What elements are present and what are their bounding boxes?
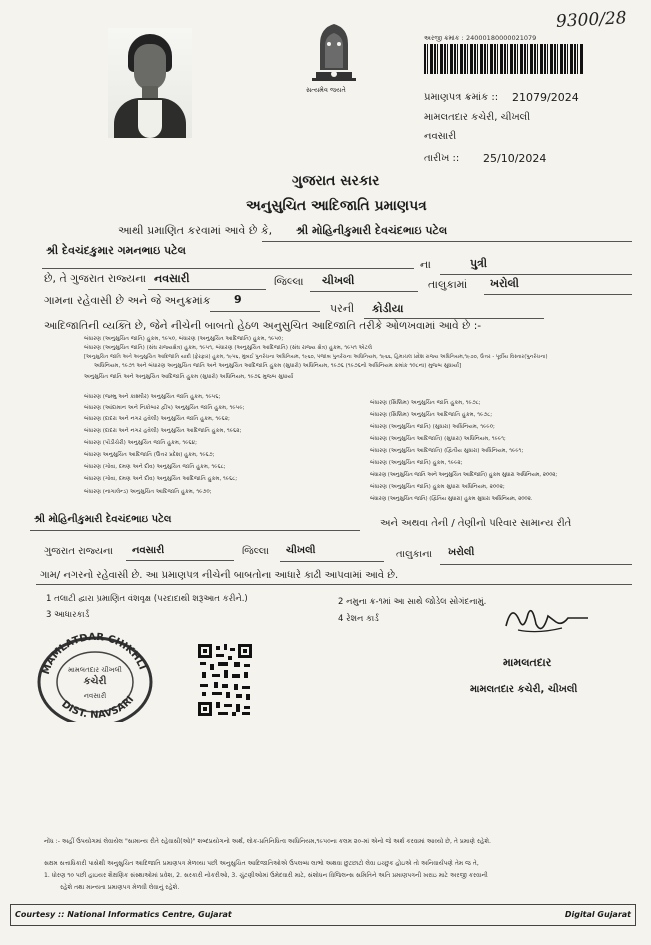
basis-item: 3 આધારકાર્ડ: [46, 610, 90, 620]
fineprint-left-item: બંધારણ (ગોવા, દમણ અને દીવ) અનુસુચિત આદિજાતિ હુકમ, ૧૯૬૮;: [84, 476, 238, 482]
serial-number: 9: [234, 293, 242, 306]
fineprint-left-item: બંધારણ (દાદરા અને નગર હવેલી) અનુસુચિત જાતિ હુકમ, ૧૯૬૨;: [84, 416, 230, 422]
issue-date: 25/10/2024: [483, 152, 547, 165]
fineprint-right-item: બંધારણ (અનુસુચિત જાતિ) (દ્વિતિય સુધારા) હુકમ સુધારા અધિનિયમ, ૨૦૦૨.: [370, 496, 533, 502]
stamp-inner-top: મામલતદાર ચીખલી: [68, 666, 122, 674]
signatory-office: મામલતદાર કચેરી, ચીખલી: [470, 684, 578, 695]
basis-item: 1 તલાટી દ્વારા પ્રમાણિત વંશવૃક્ષ (પરદાદાથી શરૂઆત કરીને.): [46, 594, 248, 604]
district-label: જિલ્લા: [274, 275, 304, 288]
taluka-label: તાલુકામાં: [428, 278, 468, 291]
office-district: નવસારી: [424, 131, 457, 142]
stamp-top-text: MAMLATDAR CHIKHLI: [40, 631, 148, 676]
fineprint-right-item: બંધારણ (અનુસુચિત જાતિ) હુકમ સુધારા અધિનિયમ, ૨૦૦૨;: [370, 484, 505, 490]
fineprint-right-item: બંધારણ (અનુસુચિત જાતિ) હુકમ, ૧૯૯૨;: [370, 460, 463, 466]
resident-text: ગામ/ નગરનો રહેવાસી છે. આ પ્રમાણપત્ર નીચેની બાબતોના આધારે કાઢી આપવામાં આવે છે.: [40, 570, 399, 581]
fineprint-left-item: બંધારણ (દાદરા અને નગર હવેલી) અનુસુચિત આદિજાતિ હુકમ, ૧૯૬૨;: [84, 428, 242, 434]
relation: પુત્રી: [470, 257, 488, 270]
fineprint-right-item: બંધારણ (સિક્કિમ) અનુસુચિત આદિજાતિ હુકમ, ૧૯૭૮;: [370, 412, 493, 418]
emblem-caption: સત્યમેવ જયતે: [306, 86, 346, 94]
family-text: અને અથવા તેની / તેણીનો પરિવાર સામાન્ય રીતે: [380, 518, 572, 529]
fineprint-line: બંધારણ (અનુસુચિત જાતિ) હુકમ, ૧૯૫૦, બંધારણ (અનુસુચિત આદિજાતિ) હુકમ, ૧૯૫૦;: [84, 336, 284, 342]
fineprint-left-item: બંધારણ અનુસુચિત આદિજાતિ (ઉત્તર પ્રદેશ) હુકમ, ૧૯૬૭;: [84, 452, 215, 458]
fineprint-right-item: બંધારણ (સિક્કિમ) અનુસુચિત જાતિ હુકમ, ૧૯૭૮;: [370, 400, 481, 406]
state-prefix: છે, તે ગુજરાત રાજ્યના: [44, 272, 147, 285]
officer-signature: [498, 596, 594, 640]
certificate-number-label: પ્રમાણપત્ર ક્રમાંક ::: [424, 92, 499, 103]
fineprint-left-item: બંધારણ (જમ્મુ અને કાશ્મીર) અનુસુચિત જાતિ હુકમ, ૧૯૫૬;: [84, 394, 221, 400]
fineprint-line: અધિનિયમ, ૧૯૭૧ અને બંધારણ અનુસુચિત જાતિ અને અનુસુચિત આદિજાતિ હુકમ (સુધારો) અધિનિયમ, ૧૯૭૬ (૧૯૭૬નો અધિનિયમ ક્રમાંક ૧૦૮ના) મુજબ સુધાર્યા]: [94, 363, 462, 369]
note-1: નોંધ :- અહીં ઉપયોગમાં લેવાયેલ "સામાન્ય રીતે રહેવાસી(ઓ)" શબ્દપ્રયોગનો અર્થ, લોક-પ્રતિનિધિત્વ અધિનિયમ,૧૯૫૦ના કલમ ૨૦-માં એનો જે અર્થ કરવામાં આવ્યો છે, તે પ્રમાણે રહેશે.: [44, 838, 491, 845]
footer-bar: [10, 904, 636, 926]
note-4: રહેશે તથા માન્યતા પ્રમાણપત્ર મેળવી લેવાનું રહેશે.: [60, 884, 180, 891]
caste: કોડીયા: [372, 302, 404, 315]
holder-name: શ્રી મોહિનીકુમારી દેવચંદભાઇ પટેલ: [296, 224, 448, 237]
caste-label: પરની: [330, 302, 355, 315]
national-emblem-icon: [298, 14, 370, 94]
fineprint-right-item: બંધારણ (અનુસુચિત આદિજાતિ) (સુધારા) અધિનિયમ, ૧૯૯૧;: [370, 436, 506, 442]
second-village: ખરોલી: [448, 547, 475, 558]
second-district: નવસારી: [132, 545, 165, 556]
date-label: તારીખ ::: [424, 153, 460, 164]
qr-code-icon: [198, 644, 252, 716]
certificate-number: 21079/2024: [512, 91, 579, 104]
fineprint-left-item: બંધારણ (નાગાલેન્ડ) અનુસુચિત આદિજાતિ હુકમ, ૧૯૭૦;: [84, 489, 212, 495]
declaration-text: આદિજાતિની વ્યક્તિ છે, જેને નીચેની બાબતો હેઠળ અનુસુચિત આદિજાતિ તરીકે ઓળખવામાં આવે છે :-: [44, 320, 482, 332]
fineprint-line: અનુસુચિત જાતિ અને અનુસુચિત આદિજાતિ હુકમ (સુધારો) અધિનિયમ, ૧૯૭૬ મુજબ સુધાર્યા: [84, 374, 294, 380]
relation-label: ના: [420, 258, 431, 271]
taluka: ચીખલી: [322, 274, 355, 287]
signatory-title: મામલતદાર: [503, 656, 552, 669]
second-state-label: ગુજરાત રાજ્યના: [44, 546, 113, 557]
village: ખરોલી: [490, 277, 519, 290]
second-district-label: જિલ્લા: [242, 546, 269, 557]
fineprint-left-item: બંધારણ (આંદામાન અને નિકોબાર દ્વીપ) અનુસુચિત જાતિ હુકમ, ૧૯૫૯;: [84, 405, 245, 411]
footer-brand: Digital Gujarat: [564, 910, 631, 919]
fineprint-right-item: બંધારણ (અનુસુચિત આદિજાતિ) (દ્વિતીય સુધારા) અધિનિયમ, ૧૯૯૧;: [370, 448, 524, 454]
stamp-bottom-text: DIST. NAVSARI: [59, 694, 137, 721]
stamp-inner-bottom: નવસારી: [83, 692, 107, 700]
office-stamp: [30, 622, 160, 722]
barcode: [424, 44, 584, 74]
fineprint-left-item: બંધારણ (ગોવા, દમણ અને દીવ) અનુસુચિત જાતિ હુકમ, ૧૯૬૮;: [84, 464, 226, 470]
village-prefix: ગામના રહેવાસી છે અને જે અનુક્રમાંક: [44, 294, 211, 307]
second-holder-name: શ્રી મોહિનીકુમારી દેવચંદભાઇ પટેલ: [34, 514, 172, 525]
note-3: 1. ધોરણ ૧૦ પછી હાઇયર શૈક્ષણિક સંસ્થાઓમાં પ્રવેશ, 2. સરકારી નોકરીઓ, 3. ચુંટણીઓમાં ઉમેદવારી માટે, સંશોધન વિજિલન્સ સમિતિને અતિ પ્રમાણપત્રની ખરાઇ માટે અરજી કરવાની: [44, 872, 488, 879]
certify-prefix: આથી પ્રમાણિત કરવામાં આવે છે કે,: [118, 224, 273, 237]
certificate-title: અનુસુચિત આદિજાતિ પ્રમાણપત્ર: [246, 198, 427, 214]
note-2: સક્ષમ સત્તાધિકારી પાસેથી અનુસુચિત આદિજાતિ પ્રમાણપત્ર મેળવ્યા પછી અનુસુચિત આદિજાતિઓએ ઉપલબ્ધ લાભો અથવા છુટછાટો લેવા ઇચ્છુક હોઇએ તો અનિવાર્યપણે તેમ જ તે,: [44, 860, 479, 867]
second-taluka: ચીખલી: [286, 545, 316, 556]
fineprint-line: [અનુસુચિત જાતિ અને અનુસુચિત આદિજાતિ યાદી (ફેરફાર) હુકમ, ૧૯૫૬, મુંબઈ પુનર્રચના અધિનિયમ, ૧૯૬૦, પંજાબ પુનર્રચના અધિનિયમ, ૧૯૬૬, હિમાચલ પ્રદેશ રાજ્ય અધિનિયમ,૧૯૭૦, ઉત્તર - પૂર્વીય વિસ્તાર(પુનર્રચના): [84, 354, 548, 360]
second-taluka-label: તાલુકાના: [396, 549, 433, 560]
basis-item: 4 રેશન કાર્ડ: [338, 614, 379, 624]
government-title: ગુજરાત સરકાર: [292, 173, 380, 189]
application-number: 24000180000021079: [466, 34, 537, 42]
fineprint-right-item: બંધારણ (અનુસુચિત જાતિ અને અનુસુચિત આદિજાતિ) હુકમ સુધારા અધિનિયમ, ૨૦૦૨;: [370, 472, 558, 478]
application-number-label: અરજી ક્રમાંક :: [424, 34, 464, 42]
district: નવસારી: [154, 272, 190, 285]
stamp-inner-mid: કચેરી: [83, 676, 107, 687]
handwritten-number: 9300/28: [555, 8, 628, 32]
holder-photo: [108, 28, 192, 138]
father-name: શ્રી દેવચંદકુમાર ગમનભાઇ પટેલ: [46, 244, 186, 257]
fineprint-line: બંધારણ (અનુસુચિત જાતિ) (સંઘ રાજ્યક્ષેત્ર) હુકમ, ૧૯૫૧, બંધારણ (અનુસુચિત આદિજાતિ) (સંઘ રાજ્ય ક્ષેત્ર) હુકમ, ૧૯૫૧ એટલે: [84, 345, 373, 351]
fineprint-right-item: બંધારણ (અનુસુચિત જાતિ) (સુધારા) અધિનિયમ, ૧૯૯૦;: [370, 424, 495, 430]
basis-item: 2 નમુના ક્ર-૧માં આ સાથે જોડેલ સોગંદનામું.: [338, 597, 487, 607]
office-name: મામલતદાર કચેરી, ચીખલી: [424, 112, 531, 123]
footer-courtesy: Courtesy :: National Informatics Centre, Gujarat: [15, 910, 232, 919]
fineprint-left-item: બંધારણ (પોંડીચેરી) અનુસુચિત જાતિ હુકમ, ૧૯૬૪;: [84, 440, 198, 446]
